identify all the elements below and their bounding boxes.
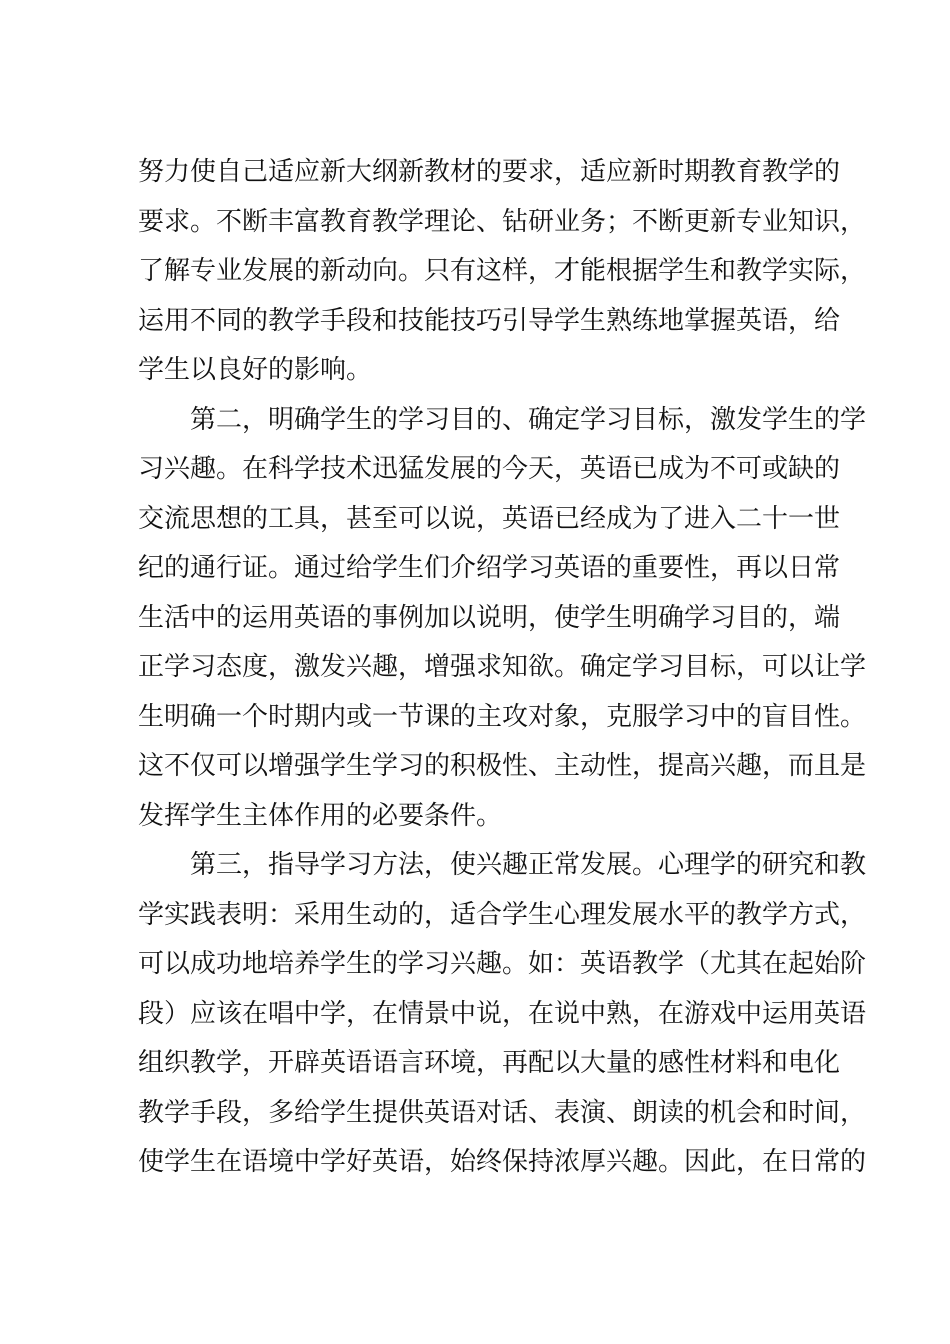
text-line: 要求。不断丰富教育教学理论、钻研业务；不断更新专业知识， (138, 206, 867, 237)
body-text (138, 148, 867, 1188)
paragraph-2 (138, 396, 867, 842)
text-line-indented: 第二，明确学生的学习目的、确定学习目标，激发学生的学 (190, 404, 867, 435)
text-line: 发挥学生主体作用的必要条件。 (138, 800, 503, 831)
text-line: 正学习态度，激发兴趣，增强求知欲。确定学习目标，可以让学 (138, 652, 867, 682)
text-line: 段）应该在唱中学，在情景中说，在说中熟，在游戏中运用英语 (138, 998, 867, 1029)
text-line-indented: 第三，指导学习方法，使兴趣正常发展。心理学的研究和教 (190, 850, 867, 880)
text-line: 纪的通行证。通过给学生们介绍学习英语的重要性，再以日常 (138, 553, 841, 583)
text-line: 生明确一个时期内或一节课的主攻对象，克服学习中的盲目性。 (138, 701, 867, 732)
text-line: 交流思想的工具，甚至可以说，英语已经成为了进入二十一世 (138, 503, 841, 534)
text-line: 学实践表明：采用生动的，适合学生心理发展水平的教学方式， (138, 899, 867, 930)
paragraph-3 (138, 841, 867, 1188)
text-line: 生活中的运用英语的事例加以说明，使学生明确学习目的，端 (138, 602, 841, 633)
paragraph-1 (138, 148, 867, 396)
text-line: 可以成功地培养学生的学习兴趣。如：英语教学（尤其在起始阶 (138, 949, 867, 979)
text-line: 教学手段，多给学生提供英语对话、表演、朗读的机会和时间， (138, 1097, 867, 1128)
text-line: 学生以良好的影响。 (138, 355, 373, 385)
text-line: 努力使自己适应新大纲新教材的要求，适应新时期教育教学的 (138, 157, 841, 187)
text-line: 习兴趣。在科学技术迅猛发展的今天，英语已成为不可或缺的 (138, 454, 841, 484)
text-line: 了解专业发展的新动向。只有这样，才能根据学生和教学实际， (138, 256, 867, 286)
text-line: 这不仅可以增强学生学习的积极性、主动性，提高兴趣，而且是 (138, 751, 867, 781)
text-line: 组织教学，开辟英语语言环境，再配以大量的感性材料和电化 (138, 1048, 841, 1078)
text-line: 运用不同的教学手段和技能技巧引导学生熟练地掌握英语，给 (138, 305, 841, 336)
text-line: 使学生在语境中学好英语，始终保持浓厚兴趣。因此，在日常的 (138, 1147, 867, 1177)
